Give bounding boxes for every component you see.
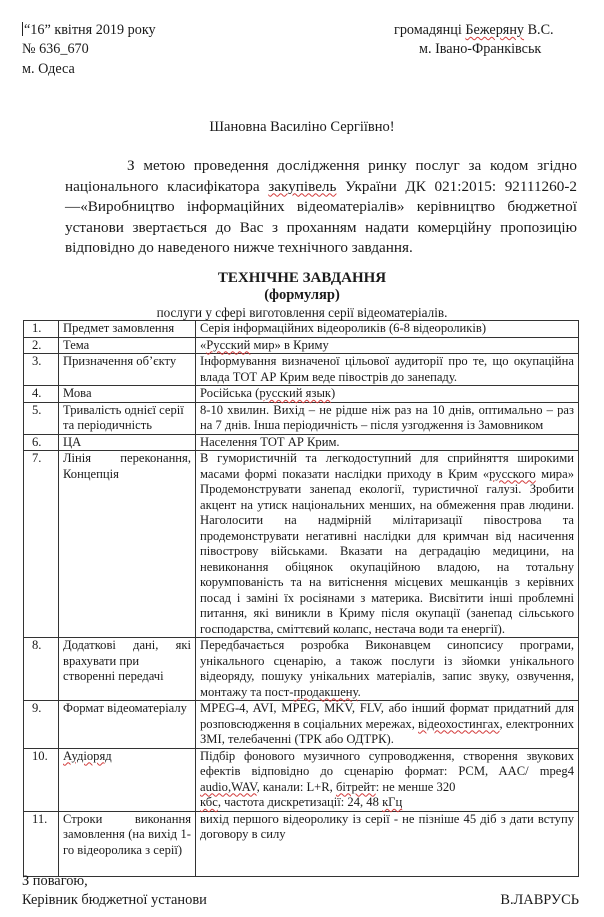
row-value: Інформування визначеної цільової аудиторії про те, що окупаційна влада ТОТ АР Крим веде півострів до занепаду. bbox=[196, 354, 579, 386]
table-row bbox=[24, 337, 579, 354]
value-marked: русского bbox=[489, 466, 536, 481]
recipient-surname: Бежеряну bbox=[465, 22, 525, 38]
value-text: мир» в Криму bbox=[250, 337, 329, 352]
value-text: мира» Продемонструвати занепад екології, туристичної галузі. Зробити акцент на утиск національних менших, на обмеження прав людини. Наголосити на надмірній мілітаризації півострова та продемонструвати негативні наслідки для кримчан від насичення півострову військами. Вказати на деградацію медицини, на невиконання обіцянок окупаційною владою, на тотальну корумпованість та на витіснення місцевих мешканців з керівних посад і заміні їх росіянами з материка. Висвітити інші проблемні питання, які виникли в Криму після окупації (занепад сільського господарства, сміттєвий колапс, нестача води та енергії). bbox=[200, 466, 574, 636]
table-row bbox=[24, 638, 579, 701]
row-number: 3. bbox=[24, 354, 59, 386]
row-label bbox=[59, 748, 196, 811]
row-value bbox=[196, 638, 579, 701]
row-number: 4. bbox=[24, 386, 59, 403]
row-number: 7. bbox=[24, 451, 59, 638]
table-row bbox=[24, 434, 579, 451]
table-row bbox=[24, 354, 579, 386]
letter-date bbox=[22, 22, 156, 39]
row-value: Населення ТОТ АР Крим. bbox=[196, 434, 579, 451]
value-marked: кГц bbox=[382, 795, 403, 809]
table-row bbox=[24, 321, 579, 338]
intro-marked-word: закупівель bbox=[268, 177, 337, 195]
closing-position: Керівник бюджетної установи bbox=[22, 892, 207, 908]
row-number: 6. bbox=[24, 434, 59, 451]
date-text: “16” квітня 2019 року bbox=[24, 22, 156, 38]
value-text: « bbox=[200, 337, 207, 352]
row-value bbox=[196, 337, 579, 354]
table-row bbox=[24, 386, 579, 403]
row-label: Строки виконання замовлення (на вихід 1-го відеоролика з серії) bbox=[59, 811, 196, 876]
row-number: 2. bbox=[24, 337, 59, 354]
row-label: Призначення об’єкту bbox=[59, 354, 196, 386]
row-label: Тривалість однієї серії та періодичність bbox=[59, 402, 196, 434]
row-number: 8. bbox=[24, 638, 59, 701]
value-marked: Русский bbox=[206, 337, 251, 352]
salutation: Шановна Василіно Сергіївно! bbox=[209, 119, 395, 135]
intro-text-1: З метою проведення дослідження ринку послуг за кодом згідно національного класифікатора bbox=[65, 157, 577, 195]
value-text: Російська ( bbox=[200, 386, 260, 400]
value-text: Передбачається розробка Виконавцем синопсису програми, унікального сценарію, а також послуги із зйомки унікального відеоряду, пошуку унікальних матеріалів, запис звуку, озвучення, монтажу та пост- bbox=[200, 638, 574, 699]
row-number: 5. bbox=[24, 402, 59, 434]
label-text: Додаткові дані, які bbox=[63, 638, 191, 652]
recipient-name bbox=[394, 22, 554, 39]
value-text: . bbox=[357, 684, 361, 699]
label-marked: Аудіоряд bbox=[63, 748, 112, 763]
row-label: ЦА bbox=[59, 434, 196, 451]
row-number: 10. bbox=[24, 748, 59, 811]
table-row bbox=[24, 451, 579, 638]
label-text: врахувати при створенні передачі bbox=[63, 653, 164, 683]
recipient-city: м. Івано-Франківськ bbox=[419, 41, 542, 57]
value-text: , канали: L+R, bbox=[256, 779, 336, 794]
value-text: MPEG-4, AVI, MPEG, MKV, FLV, або інший формат придатний для розповсюдження в соціальних мережах, bbox=[200, 701, 574, 731]
recipient-prefix: громадянці bbox=[394, 22, 466, 38]
spec-subtitle: (формуляр) bbox=[264, 287, 340, 303]
value-text: , частота дискретизації: 24, 48 bbox=[217, 795, 383, 809]
closing-signature: В.ЛАВРУСЬ bbox=[500, 892, 579, 908]
value-marked: audio,WAV bbox=[200, 779, 257, 794]
label-text: Лінія переконання, bbox=[63, 451, 191, 465]
row-value: вихід першого відеоролику із серії - не пізніше 45 діб з дати вступу договору в силу bbox=[196, 811, 579, 876]
row-value: Серія інформаційних відеороликів (6-8 відеороликів) bbox=[196, 321, 579, 338]
row-value bbox=[196, 451, 579, 638]
table-row bbox=[24, 748, 579, 811]
intro-text-2: України ДК 021:2015: 92111260-2—«Виробництво інформаційних відеоматеріалів» керівництво бюджетної установи звертається до Вас з проханням надати комерційну пропозицію відповідно до наведеного нижче технічного завдання. bbox=[65, 177, 577, 256]
table-row bbox=[24, 811, 579, 876]
value-text: В гумористичній та легкодоступний для сприйняття широкими масами формі показати наслідки приходу в Крим « bbox=[200, 451, 574, 481]
value-marked: продакшену bbox=[293, 684, 358, 699]
spec-title: ТЕХНІЧНЕ ЗАВДАННЯ bbox=[217, 270, 387, 286]
table-row bbox=[24, 701, 579, 749]
row-number: 1. bbox=[24, 321, 59, 338]
row-number: 9. bbox=[24, 701, 59, 749]
value-text: , електронних ЗМІ, телебаченні (ТРК або ОДТРК). bbox=[200, 716, 575, 746]
row-label bbox=[59, 451, 196, 638]
row-value bbox=[196, 748, 579, 811]
table-row bbox=[24, 402, 579, 434]
row-label: Формат відеоматеріалу bbox=[59, 701, 196, 749]
value-text: Підбір фонового музичного супроводження, створення звукових ефектів відповідно до сценарію формат: PCM, AAC/ mpeg4 bbox=[200, 748, 574, 778]
spec-caption: послуги у сфері виготовлення серії відеоматеріалів. bbox=[156, 305, 448, 320]
value-text: : не менше 320 bbox=[375, 779, 456, 794]
value-marked: кбс bbox=[200, 795, 218, 809]
letter-number: № 636_670 bbox=[22, 41, 89, 57]
value-marked: бітрейт bbox=[335, 779, 376, 794]
row-label: Тема bbox=[59, 337, 196, 354]
intro-paragraph bbox=[65, 156, 577, 259]
recipient-initials: В.С. bbox=[524, 22, 554, 38]
row-value: 8-10 хвилин. Вихід – не рідше ніж раз на 10 днів, оптимально – раз на 7 днів. Інша періодичність – після узгодження із Замовником bbox=[196, 402, 579, 434]
label-text: Концепція bbox=[63, 466, 119, 481]
row-label: Предмет замовлення bbox=[59, 321, 196, 338]
closing-regards: З повагою, bbox=[22, 873, 88, 889]
value-marked: відеохостингах bbox=[418, 716, 500, 731]
sender-city: м. Одеса bbox=[22, 61, 75, 77]
text-cursor bbox=[22, 22, 23, 36]
value-text: ) bbox=[331, 386, 336, 400]
row-label: Мова bbox=[59, 386, 196, 403]
spec-table bbox=[23, 320, 579, 877]
row-value bbox=[196, 386, 579, 403]
row-number: 11. bbox=[24, 811, 59, 876]
row-value bbox=[196, 701, 579, 749]
value-marked: русский язык bbox=[259, 386, 332, 400]
row-label bbox=[59, 638, 196, 701]
